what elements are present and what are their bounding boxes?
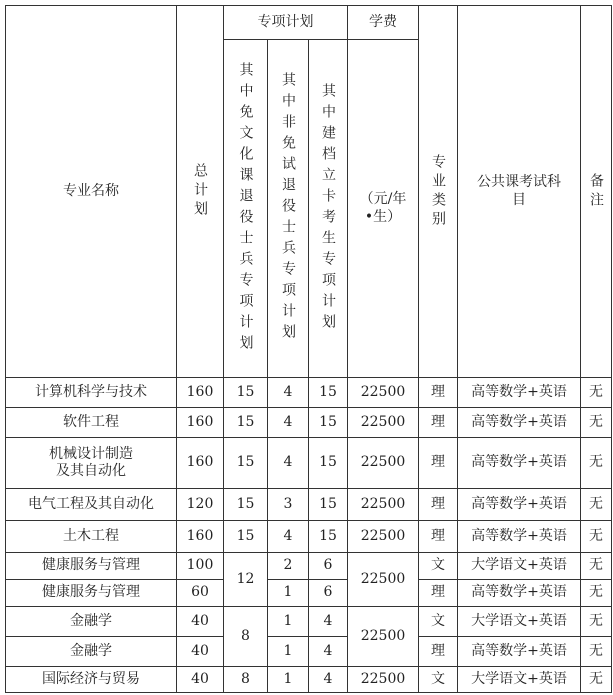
category: 理 [419,438,458,489]
exam-subjects: 高等数学+英语 [458,378,581,408]
tuition-fee: 22500 [348,521,419,553]
major-name: 金融学 [6,637,177,667]
exam-subjects: 高等数学+英语 [458,408,581,438]
table-row [6,378,612,408]
tuition-fee: 22500 [348,378,419,408]
plan-free-culture: 12 [224,553,268,607]
remark: 无 [581,521,612,553]
category: 理 [419,408,458,438]
major-name: 计算机科学与技术 [6,378,177,408]
plan-free-culture: 8 [224,607,268,667]
table-row [6,553,612,580]
total-plan: 160 [177,438,224,489]
plan-poverty: 6 [309,553,348,580]
plan-non-free: 1 [268,637,309,667]
remark: 无 [581,580,612,607]
plan-poverty: 15 [309,489,348,521]
total-plan: 160 [177,408,224,438]
tuition-fee: 22500 [348,438,419,489]
category: 文 [419,553,458,580]
plan-non-free: 4 [268,378,309,408]
tuition-fee: 22500 [348,489,419,521]
total-plan: 40 [177,607,224,637]
remark: 无 [581,667,612,693]
total-plan: 100 [177,553,224,580]
major-name: 电气工程及其自动化 [6,489,177,521]
major-name: 健康服务与管理 [6,580,177,607]
tuition-fee: 22500 [348,607,419,667]
remark: 无 [581,438,612,489]
header-major-name: 专业名称 [6,6,177,378]
header-sub-free-culture: 其中免文化课退役士兵专项计划 [224,40,268,378]
table-row [6,637,612,667]
major-name: 土木工程 [6,521,177,553]
category: 文 [419,667,458,693]
plan-poverty: 4 [309,607,348,637]
major-name: 软件工程 [6,408,177,438]
exam-subjects: 大学语文+英语 [458,607,581,637]
plan-poverty: 4 [309,667,348,693]
header-category: 专业类别 [419,6,458,378]
total-plan: 60 [177,580,224,607]
remark: 无 [581,378,612,408]
table-row [6,521,612,553]
remark: 无 [581,637,612,667]
plan-free-culture: 15 [224,378,268,408]
header-remarks: 备注 [581,6,612,378]
plan-free-culture: 15 [224,489,268,521]
remark: 无 [581,489,612,521]
category: 理 [419,521,458,553]
plan-non-free: 1 [268,580,309,607]
category: 理 [419,580,458,607]
exam-subjects: 大学语文+英语 [458,667,581,693]
major-name: 健康服务与管理 [6,553,177,580]
plan-non-free: 3 [268,489,309,521]
remark: 无 [581,408,612,438]
header-exam-subjects: 公共课考试科目 [458,6,581,378]
plan-free-culture: 8 [224,667,268,693]
header-tuition-unit: （元/年•生） [348,40,419,378]
total-plan: 160 [177,378,224,408]
tuition-fee: 22500 [348,408,419,438]
total-plan: 160 [177,521,224,553]
exam-subjects: 高等数学+英语 [458,521,581,553]
header-special-plan: 专项计划 [224,6,348,40]
plan-non-free: 4 [268,408,309,438]
plan-poverty: 15 [309,378,348,408]
table-row [6,580,612,607]
table-row [6,667,612,693]
exam-subjects: 高等数学+英语 [458,438,581,489]
plan-free-culture: 15 [224,408,268,438]
plan-free-culture: 15 [224,521,268,553]
table-row [6,607,612,637]
exam-subjects: 大学语文+英语 [458,553,581,580]
plan-non-free: 1 [268,667,309,693]
table-row [6,489,612,521]
major-name: 机械设计制造及其自动化 [6,438,177,489]
total-plan: 120 [177,489,224,521]
admission-plan-table [5,5,612,693]
plan-poverty: 6 [309,580,348,607]
category: 理 [419,637,458,667]
exam-subjects: 高等数学+英语 [458,580,581,607]
plan-non-free: 1 [268,607,309,637]
exam-subjects: 高等数学+英语 [458,637,581,667]
plan-poverty: 15 [309,408,348,438]
header-tuition: 学费 [348,6,419,40]
plan-non-free: 4 [268,521,309,553]
plan-non-free: 2 [268,553,309,580]
total-plan: 40 [177,667,224,693]
category: 理 [419,489,458,521]
remark: 无 [581,553,612,580]
major-name: 金融学 [6,607,177,637]
remark: 无 [581,607,612,637]
total-plan: 40 [177,637,224,667]
plan-poverty: 15 [309,438,348,489]
plan-free-culture: 15 [224,438,268,489]
category: 文 [419,607,458,637]
table-row [6,408,612,438]
plan-poverty: 15 [309,521,348,553]
tuition-fee: 22500 [348,553,419,607]
header-sub-non-free: 其中非免试退役士兵专项计划 [268,40,309,378]
header-sub-poverty: 其中建档立卡考生专项计划 [309,40,348,378]
category: 理 [419,378,458,408]
table-row [6,438,612,489]
header-total-plan: 总计划 [177,6,224,378]
exam-subjects: 高等数学+英语 [458,489,581,521]
plan-non-free: 4 [268,438,309,489]
plan-poverty: 4 [309,637,348,667]
tuition-fee: 22500 [348,667,419,693]
major-name: 国际经济与贸易 [6,667,177,693]
